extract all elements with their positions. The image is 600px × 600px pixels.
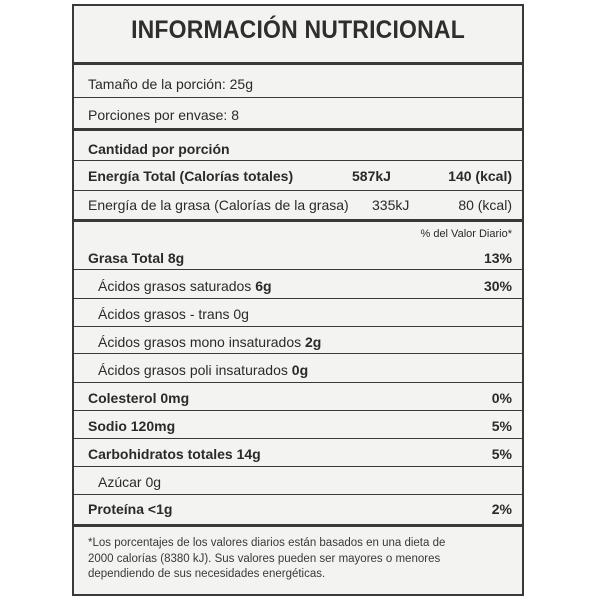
energy-fat-kj: 335kJ	[372, 197, 410, 213]
nutrition-facts-label	[72, 4, 524, 596]
nutrient-name: Ácidos grasos - trans 0g	[98, 306, 249, 322]
nutrient-name: Proteína <1g	[88, 501, 173, 517]
divider	[74, 298, 522, 299]
nutrient-dv: 30%	[483, 278, 512, 294]
divider	[74, 494, 522, 495]
energy-total-kj: 587kJ	[352, 168, 391, 184]
footnote	[88, 536, 512, 583]
serving-size: Tamaño de la porción: 25g	[88, 76, 253, 92]
nutrient-name: Carbohidratos totales 14g	[88, 446, 261, 462]
nutrient-name: Ácidos grasos poli insaturados 0g	[98, 362, 309, 378]
energy-total-kcal: 140 (kcal)	[448, 168, 512, 184]
divider	[74, 190, 522, 191]
nutrient-name: Ácidos grasos saturados 6g	[98, 278, 272, 294]
servings-per-container: Porciones por envase: 8	[88, 107, 239, 123]
divider	[74, 269, 522, 270]
nutrient-name: Azúcar 0g	[98, 474, 162, 490]
nutrient-name: Ácidos grasos mono insaturados 2g	[98, 334, 322, 350]
energy-total-label: Energía Total (Calorías totales)	[88, 168, 294, 184]
divider	[74, 382, 522, 383]
divider	[74, 97, 522, 98]
divider	[74, 128, 522, 131]
nutrient-dv: 5%	[491, 418, 512, 434]
energy-fat-label: Energía de la grasa (Calorías de la grasa)	[88, 197, 349, 213]
footnote-line: dependiendo de sus necesidades energéticas.	[88, 568, 326, 580]
nutrient-name: Sodio 120mg	[88, 418, 176, 434]
nutrient-dv: 13%	[483, 250, 512, 266]
label-title: INFORMACIÓN NUTRICIONAL	[131, 16, 465, 44]
nutrient-dv: 5%	[491, 446, 512, 462]
divider	[74, 160, 522, 161]
footnote-line: *Los porcentajes de los valores diarios están basados en una dieta de	[88, 537, 446, 549]
divider	[74, 410, 522, 411]
divider	[74, 438, 522, 439]
divider	[74, 353, 522, 354]
dv-header: % del Valor Diario*	[420, 228, 512, 240]
divider	[74, 524, 522, 527]
nutrient-name: Colesterol 0mg	[88, 390, 190, 406]
divider	[74, 326, 522, 327]
divider	[74, 219, 522, 222]
amount-per-serving: Cantidad por porción	[88, 141, 230, 157]
energy-fat-kcal: 80 (kcal)	[458, 197, 512, 213]
nutrient-dv: 2%	[491, 501, 512, 517]
nutrient-dv: 0%	[491, 390, 512, 406]
nutrient-name: Grasa Total 8g	[88, 250, 185, 266]
divider	[74, 466, 522, 467]
footnote-line: 2000 calorías (8380 kJ). Sus valores pueden ser mayores o menores	[88, 552, 441, 565]
divider	[74, 62, 522, 65]
